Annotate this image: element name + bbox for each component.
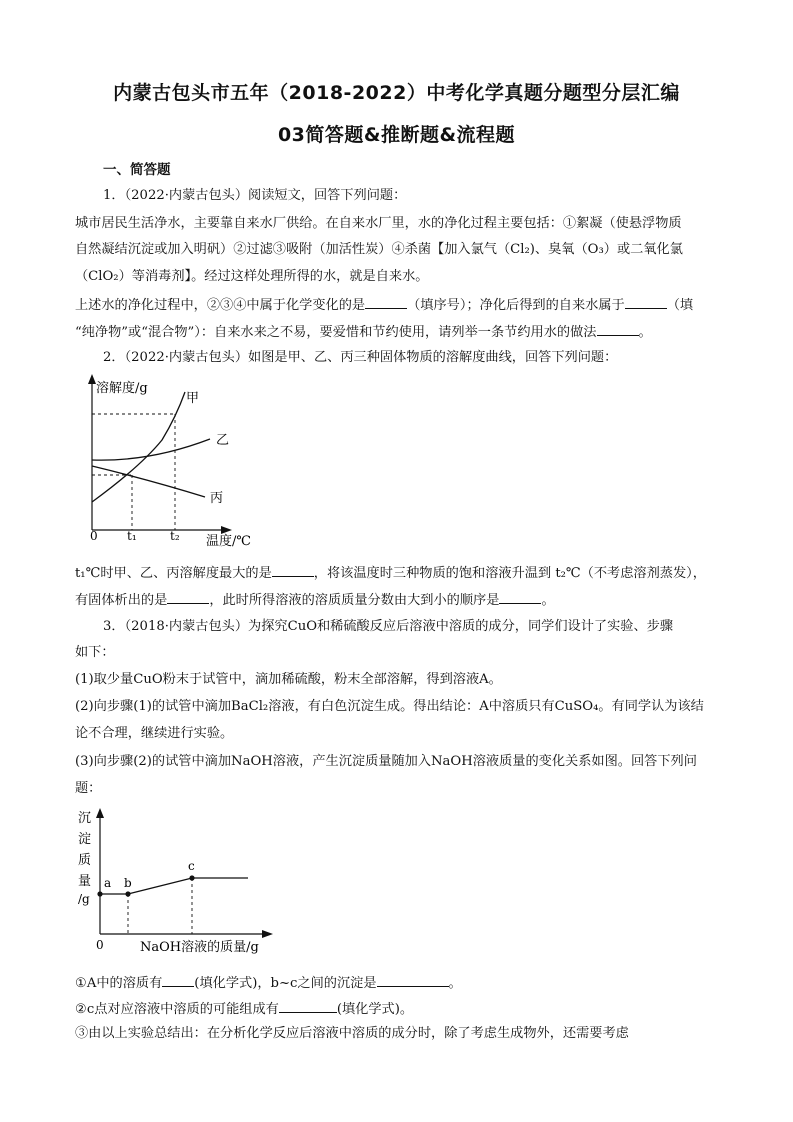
precipitate-line [100, 878, 248, 894]
q3-intro: 3．（2018·内蒙古包头）为探究CuO和稀硫酸反应后溶液中溶质的成分，同学们设计了实验、步骤 [103, 619, 674, 634]
q2-blank-1[interactable] [272, 562, 314, 577]
q3-intro-2: 如下： [75, 645, 115, 660]
q1-question-line2 [75, 321, 725, 343]
q1-question-text-b: （填序号）；净化后得到的自来水属于 [407, 298, 625, 313]
q3-step3-line2: 题： [75, 781, 102, 796]
q3-r2-text-a: ②c点对应溶液中溶质的可能组成有 [75, 1002, 279, 1017]
q1-question-text-a: 上述水的净化过程中，②③④中属于化学变化的是 [75, 298, 366, 313]
x-axis-arrow [262, 930, 273, 938]
q1-intro: 1．（2022·内蒙古包头）阅读短文，回答下列问题： [103, 188, 407, 203]
x-axis-label: 温度/℃ [206, 534, 251, 549]
y-label-char-5: /g [78, 892, 90, 906]
q3-question-2 [75, 998, 725, 1020]
q1-question-text-e: 。 [638, 325, 652, 340]
label-yi: 乙 [216, 433, 230, 448]
q3-step2-line2: 论不合理，继续进行实验。 [75, 726, 234, 741]
y-label-char-1: 沉 [78, 811, 92, 826]
y-axis-arrow [96, 808, 104, 818]
q2-intro: 2．（2022·内蒙古包头）如图是甲、乙、丙三种固体物质的溶解度曲线，回答下列问题： [103, 350, 618, 365]
q1-question-line1 [75, 294, 725, 316]
curve-bing [92, 466, 205, 497]
q3-blank-2[interactable] [377, 972, 449, 987]
q1-blank-2[interactable] [625, 294, 667, 309]
q2-blank-2[interactable] [167, 589, 209, 604]
q2-text-a2: ，将该温度时三种物质的饱和溶液升温到 t₂℃（不考虑溶剂蒸发）， [313, 566, 706, 581]
q3-step3-line1: (3)向步骤(2)的试管中滴加NaOH溶液，产生沉淀质量随加入NaOH溶液质量的变化关系如图。回答下列问 [75, 754, 697, 769]
y-axis-label: 溶解度/g [96, 381, 148, 396]
x-axis-arrow [221, 526, 232, 534]
q3-r1-text-a: ①A中的溶质有 [75, 976, 163, 991]
q2-text-a1: t₁℃时甲、乙、丙溶解度最大的是 [75, 566, 272, 581]
q1-paragraph-line2: 自然凝结沉淀或加入明矾）②过滤③吸附（加活性炭）④杀菌【加入氯气（Cl₂)、臭氧（O₃）或二氧化氯 [75, 242, 683, 257]
q1-blank-3[interactable] [597, 321, 639, 336]
solubility-chart [80, 372, 260, 552]
point-b [125, 891, 130, 896]
x-tick-t1: t₁ [127, 529, 137, 543]
document-title-line2: 03简答题&推断题&流程题 [277, 124, 516, 146]
q3-question-3: ③由以上实验总结出：在分析化学反应后溶液中溶质的成分时，除了考虑生成物外，还需要考虑 [75, 1026, 629, 1041]
curve-yi [92, 439, 210, 460]
q3-blank-1[interactable] [162, 972, 194, 987]
q1-question-text-c: （填 [666, 298, 694, 313]
section-heading: 一、简答题 [103, 162, 171, 178]
point-b-label: b [124, 876, 132, 890]
point-c-label: c [188, 859, 195, 873]
q1-blank-1[interactable] [365, 294, 407, 309]
document-title-line1: 内蒙古包头市五年（2018-2022）中考化学真题分题型分层汇编 [113, 82, 680, 104]
origin-label: 0 [96, 938, 104, 952]
label-jia: 甲 [186, 391, 200, 406]
q3-blank-3[interactable] [279, 998, 337, 1013]
y-label-char-2: 淀 [78, 832, 92, 847]
y-axis-arrow [88, 374, 96, 384]
q3-question-1 [75, 972, 725, 994]
y-label-char-3: 质 [78, 853, 92, 868]
q1-paragraph-line1: 城市居民生活净水，主要靠自来水厂供给。在自来水厂里，水的净化过程主要包括：①絮凝（使悬浮物质 [75, 216, 682, 231]
point-a-label: a [104, 876, 112, 890]
y-label-char-4: 量 [78, 874, 92, 889]
origin-label: 0 [90, 529, 98, 543]
q2-question-line2 [75, 589, 725, 611]
x-tick-t2: t₂ [170, 529, 180, 543]
q2-text-b3: 。 [541, 593, 555, 608]
q2-text-b1: 有固体析出的是 [75, 593, 168, 608]
q3-r1-text-b: (填化学式)，b~c之间的沉淀是 [194, 976, 377, 991]
q2-question-line1 [75, 562, 725, 584]
curve-jia [92, 392, 185, 502]
q1-paragraph-line3: （ClO₂）等消毒剂】。经过这样处理所得的水，就是自来水。 [75, 269, 429, 284]
x-axis-label: NaOH溶液的质量/g [140, 940, 259, 955]
q3-r2-text-b: (填化学式)。 [336, 1002, 414, 1017]
precipitate-chart [76, 806, 291, 966]
q3-step2-line1: (2)向步骤(1)的试管中滴加BaCl₂溶液，有白色沉淀生成。得出结论：A中溶质只有CuSO₄。有同学认为该结 [75, 699, 704, 714]
q3-step1: (1)取少量CuO粉末于试管中，滴加稀硫酸，粉末全部溶解，得到溶液A。 [75, 672, 502, 687]
label-bing: 丙 [210, 491, 224, 506]
point-a [97, 891, 102, 896]
q2-text-b2: ，此时所得溶液的溶质质量分数由大到小的顺序是 [209, 593, 500, 608]
q3-r1-text-c: 。 [448, 976, 462, 991]
point-c [189, 875, 194, 880]
q1-question-text-d: “纯净物”或“混合物”）：自来水来之不易，要爱惜和节约使用，请列举一条节约用水的做法 [75, 325, 597, 340]
q2-blank-3[interactable] [499, 589, 541, 604]
